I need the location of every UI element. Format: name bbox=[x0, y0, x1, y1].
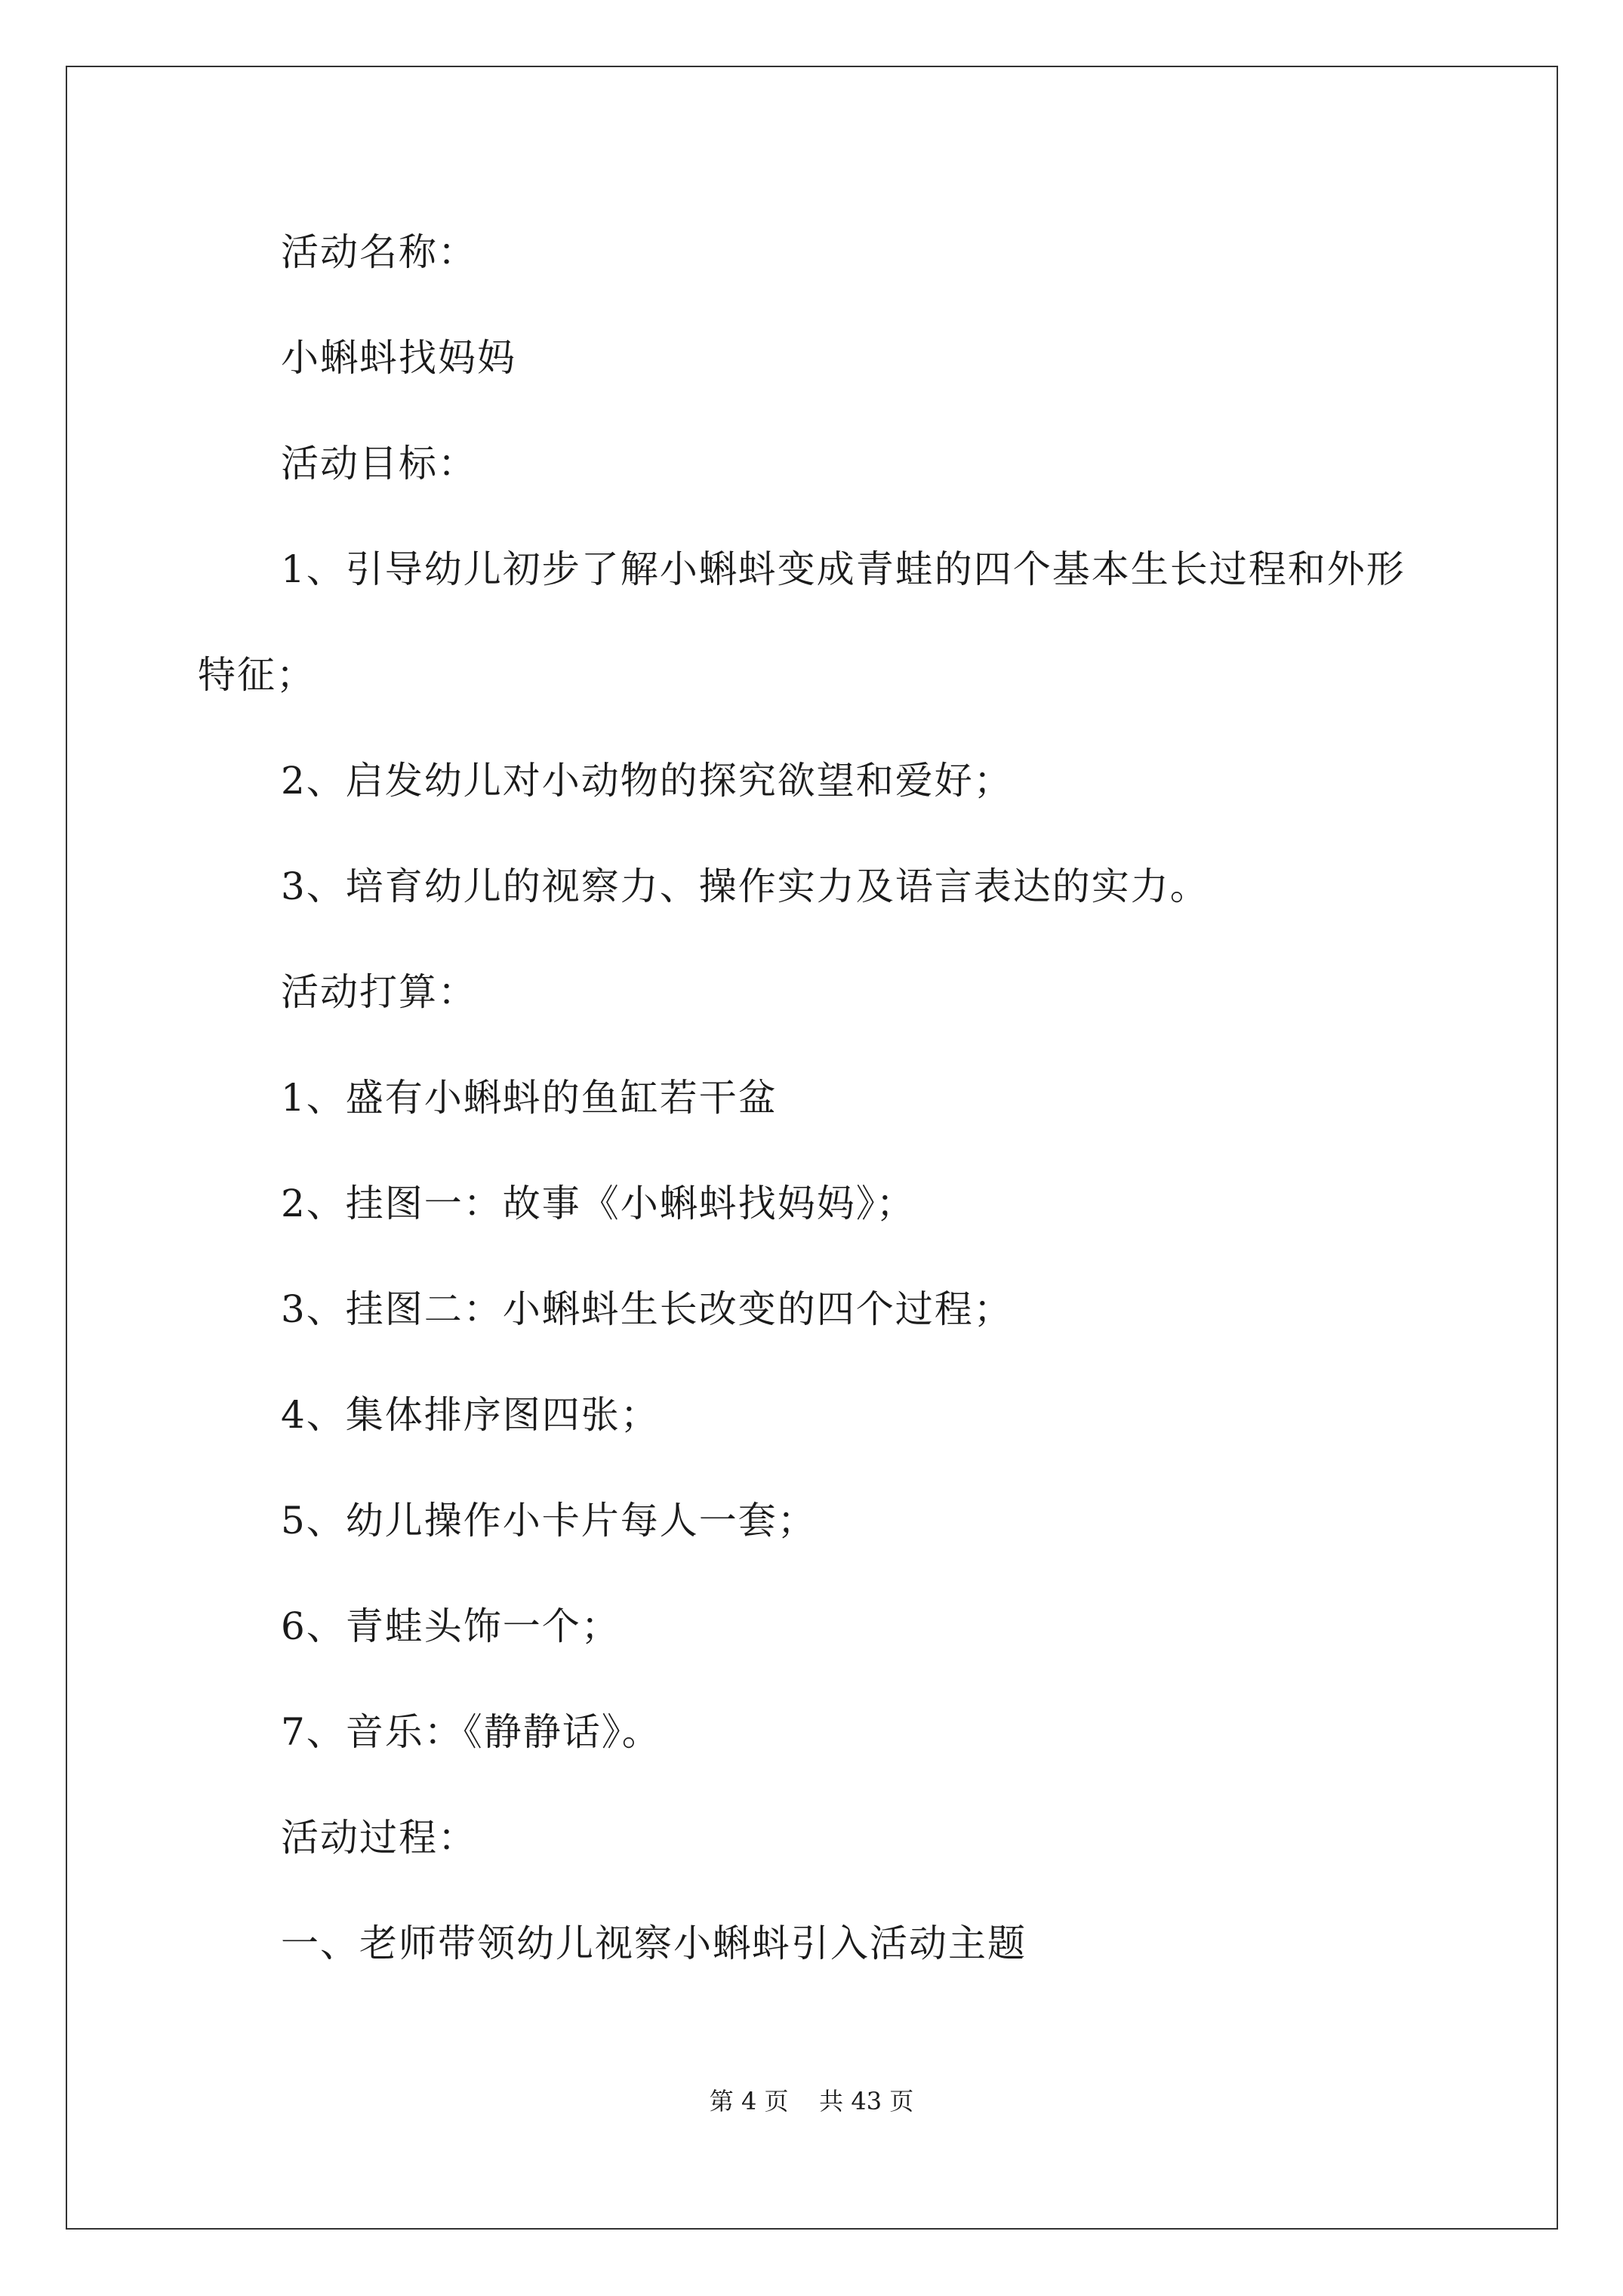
goal-1-line-2: 特征； bbox=[198, 653, 316, 697]
prep-item-3: 3、挂图二：小蝌蚪生长改变的四个过程； bbox=[281, 1287, 1013, 1331]
goal-2: 2、启发幼儿对小动物的探究欲望和爱好； bbox=[281, 759, 1013, 803]
prep-item-2: 2、挂图一：故事《小蝌蚪找妈妈》； bbox=[281, 1182, 916, 1225]
heading-activity-prep: 活动打算： bbox=[281, 970, 477, 1014]
heading-activity-name: 活动名称： bbox=[281, 230, 477, 274]
prep-item-1: 1、盛有小蝌蚪的鱼缸若干盆 bbox=[281, 1076, 778, 1120]
goal-1-line-1: 1、引导幼儿初步了解小蝌蚪变成青蛙的四个基本生长过程和外形 bbox=[281, 547, 1406, 591]
prep-item-7: 7、音乐：《静静话》。 bbox=[281, 1710, 661, 1754]
goal-3: 3、培育幼儿的视察力、操作实力及语言表达的实力。 bbox=[281, 864, 1209, 908]
prep-item-6: 6、青蛙头饰一个； bbox=[281, 1604, 621, 1648]
page-border bbox=[66, 66, 1558, 2230]
prep-item-5: 5、幼儿操作小卡片每人一套； bbox=[281, 1499, 817, 1542]
activity-name-text: 小蝌蚪找妈妈 bbox=[281, 336, 516, 380]
heading-activity-process: 活动过程： bbox=[281, 1816, 477, 1860]
heading-activity-goals: 活动目标： bbox=[281, 442, 477, 485]
prep-item-4: 4、集体排序图四张； bbox=[281, 1393, 660, 1437]
process-step-1: 一、老师带领幼儿视察小蝌蚪引入活动主题 bbox=[281, 1922, 1027, 1965]
page-number-footer: 第 4 页 共 43 页 bbox=[709, 2087, 914, 2116]
